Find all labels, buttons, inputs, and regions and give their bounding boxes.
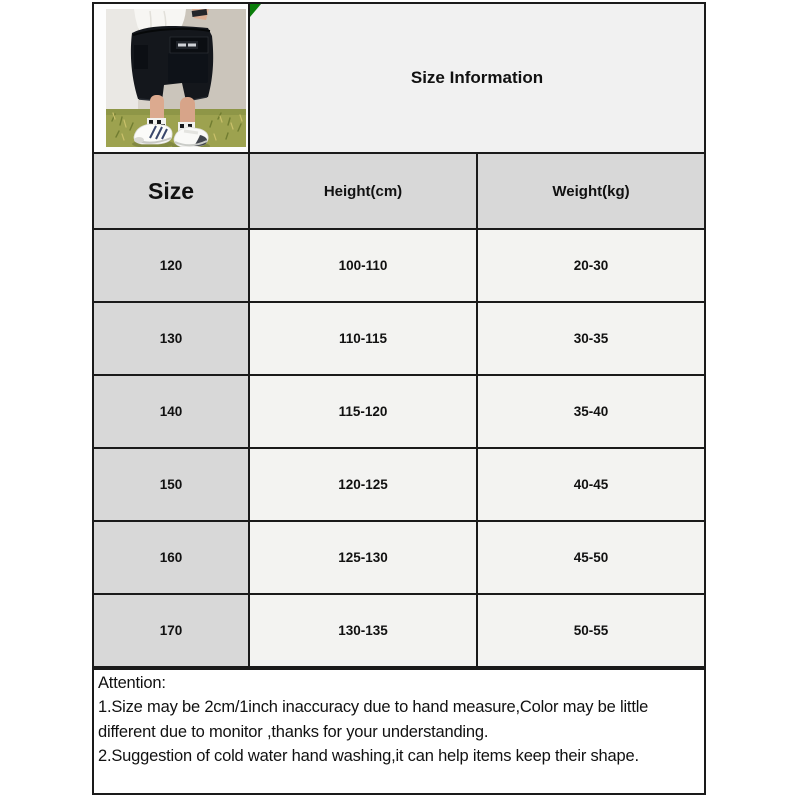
table-row-size: 150: [94, 449, 248, 520]
product-photo: [94, 4, 248, 152]
attention-item: 1.Size may be 2cm/1inch inaccuracy due to hand measure,Color may be little different due to monitor ,thanks for your understanding.: [98, 698, 649, 741]
table-row-height: 100-110: [250, 230, 476, 301]
table-row-height: 130-135: [250, 595, 476, 666]
attention-title: Attention:: [98, 674, 166, 692]
column-header-height: Height(cm): [250, 154, 476, 228]
table-row-height: 120-125: [250, 449, 476, 520]
size-chart-table: [92, 2, 706, 668]
table-row-size: 140: [94, 376, 248, 447]
attention-item: 2.Suggestion of cold water hand washing,it can help items keep their shape.: [98, 747, 639, 766]
table-row-size: 130: [94, 303, 248, 374]
table-row-size: 170: [94, 595, 248, 666]
table-row-height: 115-120: [250, 376, 476, 447]
table-row-weight: 35-40: [478, 376, 704, 447]
table-row-size: 160: [94, 522, 248, 593]
table-row-weight: 20-30: [478, 230, 704, 301]
column-header-size: Size: [94, 154, 248, 228]
table-row-size: 120: [94, 230, 248, 301]
table-row-weight: 30-35: [478, 303, 704, 374]
page-title: Size Information: [410, 68, 544, 87]
column-header-weight: Weight(kg): [478, 154, 704, 228]
table-row-height: 125-130: [250, 522, 476, 593]
table-row-weight: 45-50: [478, 522, 704, 593]
green-corner-flag-icon: [250, 4, 261, 17]
table-row-height: 110-115: [250, 303, 476, 374]
size-information-title-cell: [250, 4, 704, 152]
table-row-weight: 40-45: [478, 449, 704, 520]
product-photo-illustration: [106, 9, 246, 147]
table-row-weight: 50-55: [478, 595, 704, 666]
attention-note: [92, 668, 706, 795]
